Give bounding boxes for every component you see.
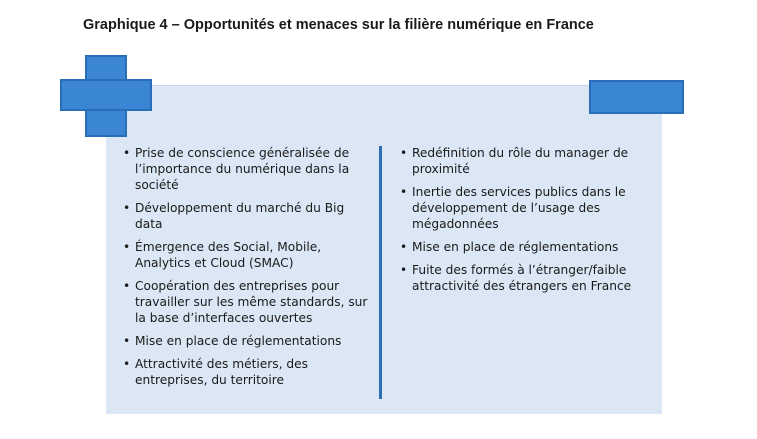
list-item — [122, 333, 370, 349]
bullet: • — [123, 334, 131, 348]
list-item — [399, 239, 649, 255]
figure-title: Graphique 4 – Opportunités et menaces sur la filière numérique en France — [83, 17, 594, 33]
opportunity-text: Développement du marché du Big data — [135, 201, 345, 231]
bullet: • — [400, 146, 408, 160]
column-divider — [379, 146, 382, 399]
list-item — [122, 200, 370, 232]
threat-text: Fuite des formés à l’étranger/faible attractivité des étrangers en France — [412, 263, 632, 293]
bullet: • — [123, 201, 131, 215]
bullet: • — [123, 357, 131, 371]
opportunity-text: Coopération des entreprises pour travailler sur les même standards, sur la base d’interfaces ouvertes — [135, 279, 368, 325]
bullet: • — [123, 146, 131, 160]
bullet: • — [123, 279, 131, 293]
bullet: • — [400, 185, 408, 199]
list-item — [122, 145, 370, 193]
list-item — [399, 184, 649, 232]
opportunity-text: Émergence des Social, Mobile, Analytics et Cloud (SMAC) — [135, 240, 322, 270]
threat-text: Redéfinition du rôle du manager de proximité — [412, 146, 629, 176]
bullet: • — [400, 240, 408, 254]
threats-list — [399, 145, 649, 301]
list-item — [399, 145, 649, 177]
threat-text: Inertie des services publics dans le développement de l’usage des mégadonnées — [412, 185, 626, 231]
threat-text: Mise en place de réglementations — [412, 240, 619, 254]
opportunity-text: Mise en place de réglementations — [135, 334, 342, 348]
list-item — [122, 239, 370, 271]
bullet: • — [400, 263, 408, 277]
list-item — [122, 356, 370, 388]
opportunity-text: Attractivité des métiers, des entreprises, du territoire — [135, 357, 308, 387]
minus-icon — [589, 80, 684, 114]
list-item — [399, 262, 649, 294]
bullet: • — [123, 240, 131, 254]
list-item — [122, 278, 370, 326]
opportunity-text: Prise de conscience généralisée de l’importance du numérique dans la société — [135, 146, 350, 192]
opportunities-list — [122, 145, 370, 395]
